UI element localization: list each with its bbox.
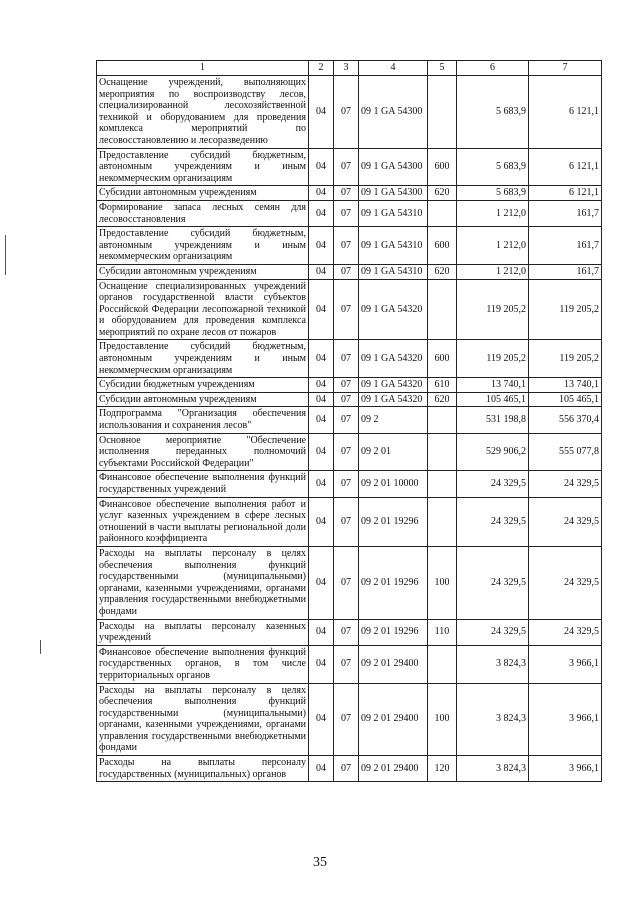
row-subsection-cell: 07 [334, 279, 359, 340]
row-expense-type-cell: 120 [428, 756, 457, 782]
row-amount-2-cell: 24 329,5 [529, 497, 602, 546]
row-target-article-cell: 09 1 GA 54310 [359, 227, 428, 265]
row-section-cell: 04 [309, 76, 334, 149]
row-amount-2-cell: 555 077,8 [529, 433, 602, 471]
header-col-5: 5 [428, 61, 457, 76]
row-amount-2-cell: 6 121,1 [529, 76, 602, 149]
row-target-article-cell: 09 1 GA 54300 [359, 186, 428, 201]
table-row [97, 340, 602, 378]
page-number: 35 [313, 855, 327, 870]
row-name-cell: Субсидии автономным учреждениям [97, 392, 309, 407]
row-subsection-cell: 07 [334, 497, 359, 546]
row-amount-2-cell: 161,7 [529, 264, 602, 279]
scan-mark [5, 235, 6, 275]
row-amount-1-cell: 531 198,8 [457, 407, 529, 433]
row-section-cell: 04 [309, 264, 334, 279]
row-amount-2-cell: 119 205,2 [529, 340, 602, 378]
row-amount-1-cell: 119 205,2 [457, 279, 529, 340]
row-expense-type-cell: 620 [428, 186, 457, 201]
row-subsection-cell: 07 [334, 433, 359, 471]
row-expense-type-cell: 620 [428, 264, 457, 279]
row-amount-2-cell: 24 329,5 [529, 546, 602, 619]
row-subsection-cell: 07 [334, 756, 359, 782]
row-section-cell: 04 [309, 645, 334, 683]
row-name-cell: Финансовое обеспечение выполнения функций государственных учреждений [97, 471, 309, 497]
row-expense-type-cell: 110 [428, 619, 457, 645]
row-name-cell: Финансовое обеспечение выполнения функций государственных органов, в том числе территориальных органов [97, 645, 309, 683]
row-section-cell: 04 [309, 497, 334, 546]
row-subsection-cell: 07 [334, 546, 359, 619]
row-amount-1-cell: 5 683,9 [457, 186, 529, 201]
scan-mark [40, 640, 41, 654]
row-section-cell: 04 [309, 148, 334, 186]
header-col-7: 7 [529, 61, 602, 76]
row-subsection-cell: 07 [334, 186, 359, 201]
row-subsection-cell: 07 [334, 264, 359, 279]
row-expense-type-cell: 100 [428, 683, 457, 756]
row-name-cell: Основное мероприятие "Обеспечение исполнения переданных полномочий субъектами Российской Федерации" [97, 433, 309, 471]
row-amount-1-cell: 24 329,5 [457, 619, 529, 645]
row-amount-1-cell: 13 740,1 [457, 378, 529, 393]
header-col-3: 3 [334, 61, 359, 76]
row-expense-type-cell: 100 [428, 546, 457, 619]
row-amount-2-cell: 161,7 [529, 200, 602, 226]
row-amount-1-cell: 5 683,9 [457, 76, 529, 149]
table-row [97, 407, 602, 433]
row-section-cell: 04 [309, 340, 334, 378]
row-expense-type-cell [428, 407, 457, 433]
row-expense-type-cell [428, 76, 457, 149]
table-row [97, 645, 602, 683]
row-amount-1-cell: 24 329,5 [457, 497, 529, 546]
row-target-article-cell: 09 1 GA 54300 [359, 76, 428, 149]
row-subsection-cell: 07 [334, 619, 359, 645]
row-target-article-cell: 09 2 01 19296 [359, 497, 428, 546]
row-section-cell: 04 [309, 407, 334, 433]
row-target-article-cell: 09 2 [359, 407, 428, 433]
table-row [97, 148, 602, 186]
row-expense-type-cell [428, 645, 457, 683]
row-name-cell: Субсидии автономным учреждениям [97, 186, 309, 201]
row-amount-2-cell: 3 966,1 [529, 683, 602, 756]
row-name-cell: Субсидии бюджетным учреждениям [97, 378, 309, 393]
row-target-article-cell: 09 2 01 10000 [359, 471, 428, 497]
row-expense-type-cell: 610 [428, 378, 457, 393]
table-row [97, 227, 602, 265]
row-subsection-cell: 07 [334, 340, 359, 378]
row-subsection-cell: 07 [334, 683, 359, 756]
table-row [97, 200, 602, 226]
row-section-cell: 04 [309, 433, 334, 471]
row-expense-type-cell [428, 471, 457, 497]
row-subsection-cell: 07 [334, 378, 359, 393]
row-target-article-cell: 09 1 GA 54310 [359, 264, 428, 279]
row-amount-2-cell: 13 740,1 [529, 378, 602, 393]
row-name-cell: Подпрограмма "Организация обеспечения использования и сохранения лесов" [97, 407, 309, 433]
row-name-cell: Предоставление субсидий бюджетным, автономным учреждениям и иным некоммерческим организациям [97, 148, 309, 186]
row-expense-type-cell: 600 [428, 227, 457, 265]
row-section-cell: 04 [309, 392, 334, 407]
row-subsection-cell: 07 [334, 645, 359, 683]
row-amount-2-cell: 119 205,2 [529, 279, 602, 340]
row-target-article-cell: 09 2 01 29400 [359, 645, 428, 683]
row-subsection-cell: 07 [334, 200, 359, 226]
table-row [97, 264, 602, 279]
table-header-row [97, 61, 602, 76]
row-amount-2-cell: 24 329,5 [529, 471, 602, 497]
row-amount-1-cell: 1 212,0 [457, 264, 529, 279]
row-name-cell: Формирование запаса лесных семян для лесовосстановления [97, 200, 309, 226]
row-expense-type-cell: 600 [428, 148, 457, 186]
table-row [97, 279, 602, 340]
row-name-cell: Оснащение специализированных учреждений органов государственной власти субъектов Российской Федерации лесопожарной техникой и оборудованием для проведения комплекса мероприятий по охране лесов от пожаров [97, 279, 309, 340]
row-target-article-cell: 09 1 GA 54320 [359, 378, 428, 393]
table-row [97, 378, 602, 393]
table-row [97, 756, 602, 782]
row-target-article-cell: 09 1 GA 54310 [359, 200, 428, 226]
row-target-article-cell: 09 2 01 [359, 433, 428, 471]
table-row [97, 186, 602, 201]
row-amount-1-cell: 3 824,3 [457, 683, 529, 756]
row-subsection-cell: 07 [334, 392, 359, 407]
header-col-6: 6 [457, 61, 529, 76]
budget-table [96, 60, 602, 782]
header-col-4: 4 [359, 61, 428, 76]
row-target-article-cell: 09 2 01 29400 [359, 683, 428, 756]
row-expense-type-cell [428, 279, 457, 340]
row-section-cell: 04 [309, 186, 334, 201]
row-expense-type-cell [428, 200, 457, 226]
row-amount-1-cell: 105 465,1 [457, 392, 529, 407]
row-name-cell: Расходы на выплаты персоналу казенных учреждений [97, 619, 309, 645]
row-amount-1-cell: 3 824,3 [457, 756, 529, 782]
row-subsection-cell: 07 [334, 471, 359, 497]
row-subsection-cell: 07 [334, 227, 359, 265]
row-name-cell: Расходы на выплаты персоналу государственных (муниципальных) органов [97, 756, 309, 782]
row-section-cell: 04 [309, 683, 334, 756]
table-row [97, 683, 602, 756]
row-amount-2-cell: 6 121,1 [529, 186, 602, 201]
row-section-cell: 04 [309, 546, 334, 619]
row-subsection-cell: 07 [334, 76, 359, 149]
row-section-cell: 04 [309, 756, 334, 782]
row-section-cell: 04 [309, 200, 334, 226]
table-row [97, 619, 602, 645]
table-row [97, 76, 602, 149]
row-name-cell: Финансовое обеспечение выполнения работ и услуг казенных учреждением в сфере лесных отношений в части выплаты региональной доли районного коэффициента [97, 497, 309, 546]
row-target-article-cell: 09 2 01 19296 [359, 546, 428, 619]
row-section-cell: 04 [309, 471, 334, 497]
row-amount-2-cell: 3 966,1 [529, 756, 602, 782]
row-target-article-cell: 09 1 GA 54320 [359, 340, 428, 378]
row-name-cell: Расходы на выплаты персоналу в целях обеспечения выполнения функций государственными (муниципальными) органами, казенными учреждениями, органами управления государственными внебюджетными фондами [97, 683, 309, 756]
row-name-cell: Предоставление субсидий бюджетным, автономным учреждениям и иным некоммерческим организациям [97, 227, 309, 265]
row-expense-type-cell: 600 [428, 340, 457, 378]
row-amount-2-cell: 24 329,5 [529, 619, 602, 645]
row-amount-1-cell: 529 906,2 [457, 433, 529, 471]
row-name-cell: Предоставление субсидий бюджетным, автономным учреждениям и иным некоммерческим организациям [97, 340, 309, 378]
row-target-article-cell: 09 1 GA 54320 [359, 392, 428, 407]
row-name-cell: Субсидии автономным учреждениям [97, 264, 309, 279]
row-target-article-cell: 09 1 GA 54320 [359, 279, 428, 340]
row-amount-1-cell: 119 205,2 [457, 340, 529, 378]
header-col-1: 1 [97, 61, 309, 76]
row-amount-2-cell: 556 370,4 [529, 407, 602, 433]
table-row [97, 392, 602, 407]
row-target-article-cell: 09 1 GA 54300 [359, 148, 428, 186]
row-section-cell: 04 [309, 227, 334, 265]
table-row [97, 546, 602, 619]
table-body [97, 76, 602, 782]
row-section-cell: 04 [309, 279, 334, 340]
table-row [97, 433, 602, 471]
row-amount-1-cell: 24 329,5 [457, 471, 529, 497]
row-amount-1-cell: 1 212,0 [457, 227, 529, 265]
row-subsection-cell: 07 [334, 148, 359, 186]
row-expense-type-cell [428, 497, 457, 546]
row-amount-1-cell: 1 212,0 [457, 200, 529, 226]
row-amount-2-cell: 6 121,1 [529, 148, 602, 186]
row-amount-2-cell: 3 966,1 [529, 645, 602, 683]
table-row [97, 497, 602, 546]
row-subsection-cell: 07 [334, 407, 359, 433]
row-section-cell: 04 [309, 619, 334, 645]
row-amount-2-cell: 105 465,1 [529, 392, 602, 407]
table-row [97, 471, 602, 497]
row-name-cell: Расходы на выплаты персоналу в целях обеспечения выполнения функций государственными (муниципальными) органами, казенными учреждениями, органами управления государственными внебюджетными фондами [97, 546, 309, 619]
row-target-article-cell: 09 2 01 29400 [359, 756, 428, 782]
row-expense-type-cell: 620 [428, 392, 457, 407]
row-amount-1-cell: 3 824,3 [457, 645, 529, 683]
row-amount-1-cell: 5 683,9 [457, 148, 529, 186]
row-section-cell: 04 [309, 378, 334, 393]
header-col-2: 2 [309, 61, 334, 76]
row-expense-type-cell [428, 433, 457, 471]
row-amount-2-cell: 161,7 [529, 227, 602, 265]
row-target-article-cell: 09 2 01 19296 [359, 619, 428, 645]
row-amount-1-cell: 24 329,5 [457, 546, 529, 619]
row-name-cell: Оснащение учреждений, выполняющих мероприятия по воспроизводству лесов, специализированной лесохозяйственной техникой и оборудованием для проведения комплекса мероприятий по лесовосстановлению и лесоразведению [97, 76, 309, 149]
